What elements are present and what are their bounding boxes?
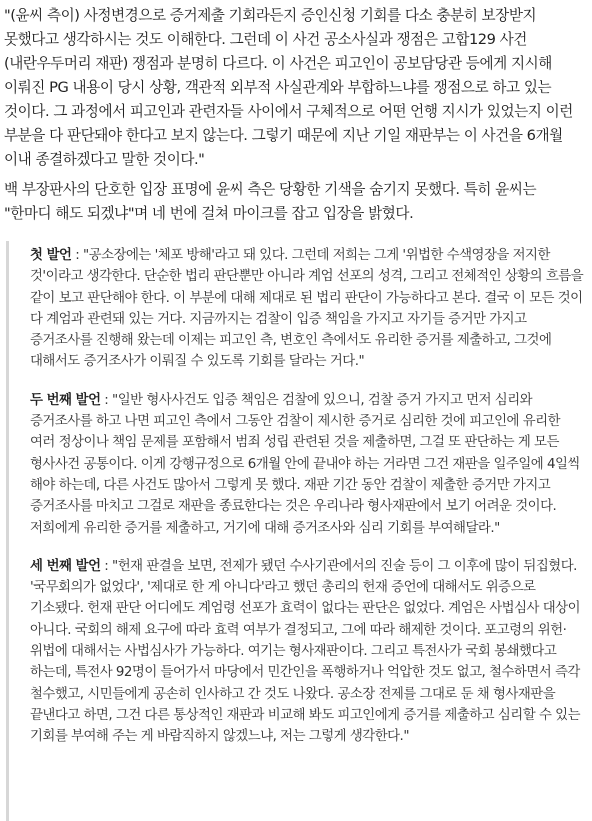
statement-third: [30, 556, 586, 748]
statement-text: "헌재 판결을 보면, 전제가 됐던 수사기관에서의 진술 등이 그 이후에 많이 뒤집혔다. '국무회의가 없었다', '제대로 한 게 아니다'라고 했던 총리의 헌재 증언에 대해서도 위증으로 기소됐다. 헌재 판단 어디에도 계엄령 선포가 효력이 없다는 판단은 없었다. 계엄은 사법심사 대상이 아니다. 국회의 해제 요구에 따라 효력 여부가 결정되고, 그에 따라 해제한 것이다. 포고령의 위헌·위법에 대해서는 사법심사가 가능하다. 여기는 형사재판이다. 그리고 특전사가 국회 봉쇄했다고 하는데, 특전사 92명이 들어가서 마당에서 민간인을 폭행하거나 억압한 것도 없고, 철수하면서 즉각 철수했고, 시민들에게 공손히 인사하고 간 것도 나왔다. 공소장 전제를 그대로 둔 채 형사재판을 끝낸다고 하면, 그건 다른 통상적인 재판과 비교해 봐도 피고인에게 증거를 제출하고 심리할 수 있는 기회를 부여해 주는 게 바람직하지 않겠느냐, 저는 그렇게 생각한다.": [30, 558, 581, 745]
statement-first: [30, 245, 586, 373]
statement-separator: :: [71, 248, 83, 263]
statement-speaker-label: 세 번째 발언: [30, 558, 101, 574]
statement-separator: :: [100, 392, 113, 408]
statement-text: "공소장에는 '체포 방해'라고 돼 있다. 그런데 저희는 그게 '위법한 수색영장을 저지한 것'이라고 생각한다. 단순한 법리 판단뿐만 아니라 계엄 선포의 성격, 그리고 전체적인 상황의 흐름을 같이 보고 판단해야 한다. 이 부분에 대해 제대로 된 법리 판단이 가능하다고 본다. 결국 이 모든 것이 다 계엄과 관련돼 있는 거다. 지금까지는 검찰이 입증 책임을 가지고 자기들 증거만 가지고 증거조사를 진행해 왔는데 이제는 피고인 측, 변호인 측에서도 유리한 증거를 제출하고, 그것에 대해서도 증거조사가 이뤄질 수 있도록 기회를 달라는 거다.": [30, 248, 584, 370]
statements-blockquote: [6, 241, 586, 821]
statement-second: [30, 390, 586, 539]
judge-quote-paragraph: "(윤씨 측이) 사정변경으로 증거제출 기회라든지 증인신청 기회를 다소 충분히 보장받지 못했다고 생각하시는 것도 이해한다. 그런데 이 사건 공소사실과 쟁점은 고합129 사건(내란우두머리 재판) 쟁점과 분명히 다르다. 이 사건은 피고인이 공보담당관 등에게 지시해 이뤄진 PG 내용이 당시 상황, 객관적 외부적 사실관계와 부합하느냐를 쟁점으로 하고 있는 것이다. 그 과정에서 피고인과 관련자들 사이에서 구체적으로 어떤 언행 지시가 있었는지 이런 부분을 다 판단돼야 한다고 보지 않는다. 그렇기 때문에 지난 기일 재판부는 이 사건을 6개월 이내 종결하겠다고 말한 것이다.": [4, 7, 573, 168]
statement-text: "일반 형사사건도 입증 책임은 검찰에 있으니, 검찰 증거 가지고 먼저 심리와 증거조사를 하고 나면 피고인 측에서 그동안 검찰이 제시한 증거로 심리한 것에 피고인에 유리한 여러 정상이나 책임 문제를 포함해서 범죄 성립 관련된 것을 제출하면, 그걸 또 판단하는 게 모든 형사사건 공통이다. 이게 강행규정으로 6개월 안에 끝내야 하는 거라면 그건 재판을 일주일에 4일씩 해야 하는데, 다른 사건도 많아서 그렇게 못 했다. 재판 기간 동안 검찰이 제출한 증거만 가지고 증거조사를 마치고 그걸로 재판을 종료한다는 것은 우리나라 형사재판에서 보기 어려운 것이다. 저희에게 유리한 증거를 제출하고, 거기에 대해 증거조사와 심리 기회를 부여해달라.": [30, 392, 580, 536]
statement-separator: :: [100, 558, 113, 574]
reaction-paragraph: 백 부장판사의 단호한 입장 표명에 윤씨 측은 당황한 기색을 숨기지 못했다. 특히 윤씨는 "한마디 해도 되겠냐"며 네 번에 걸쳐 마이크를 잡고 입장을 밝혔다.: [4, 181, 537, 222]
statement-speaker-label: 첫 발언: [30, 248, 72, 263]
statement-speaker-label: 두 번째 발언: [30, 392, 101, 408]
